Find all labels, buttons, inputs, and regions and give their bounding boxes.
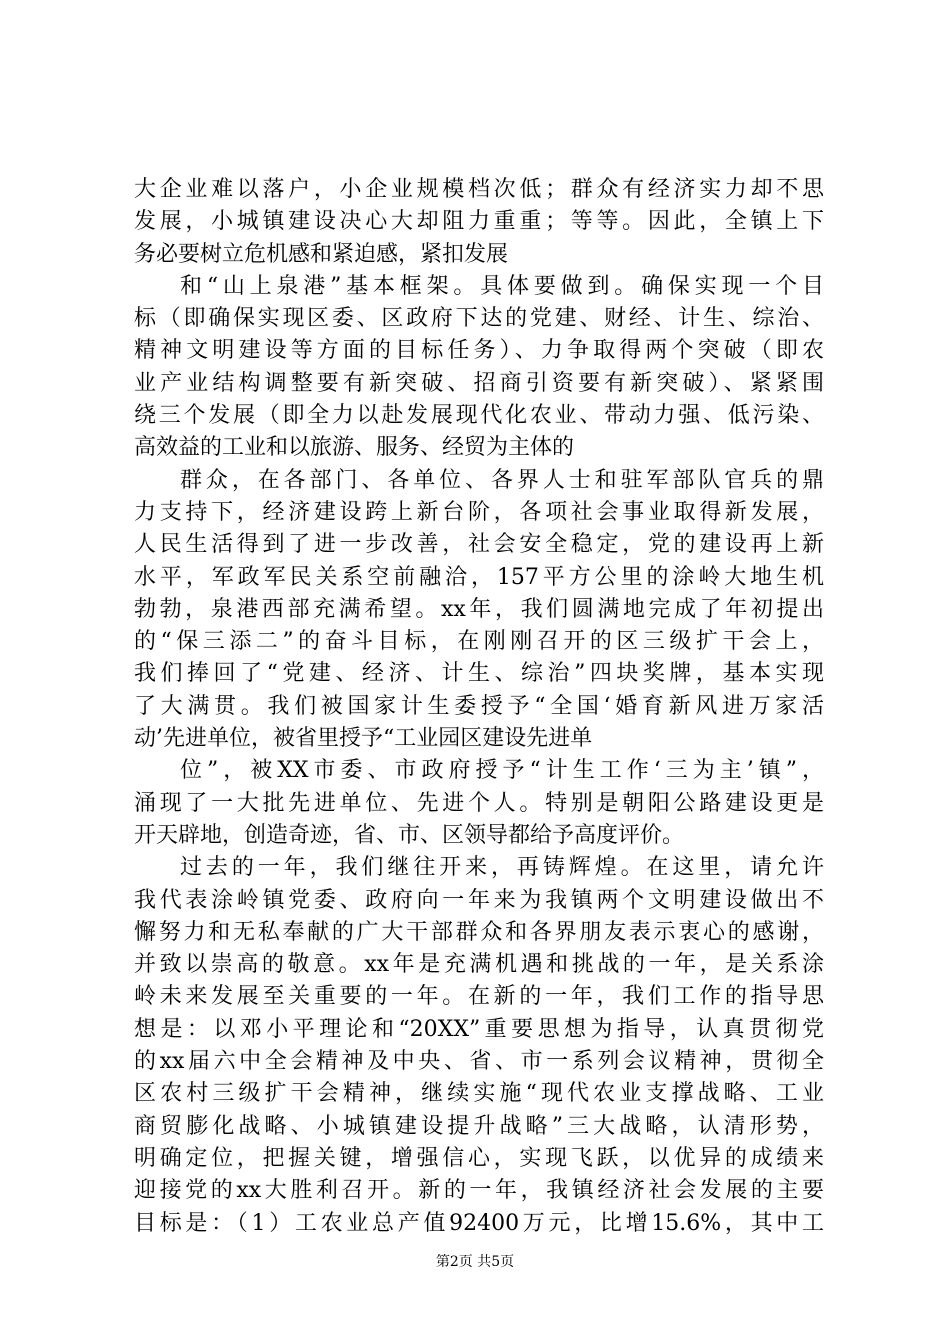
text-line: 业产业结构调整要有新突破、招商引资要有新突破）、紧紧围 bbox=[134, 370, 824, 396]
text-line: 位”，被XX市委、市政府授予“计生工作‘三为主’镇”， bbox=[180, 758, 824, 784]
text-line: 商贸膨化战略、小城镇建设提升战略”三大战略，认清形势， bbox=[134, 1113, 824, 1139]
text-line: 了大满贯。我们被国家计生委授予“全国‘婚育新风进万家活 bbox=[134, 693, 824, 719]
text-line: 大企业难以落户，小企业规模档次低；群众有经济实力却不思 bbox=[134, 177, 824, 202]
text-line: 绕三个发展（即全力以赴发展现代化农业、带动力强、低污染、 bbox=[134, 403, 824, 429]
text-line: 迎接党的xx大胜利召开。新的一年，我镇经济社会发展的主要 bbox=[134, 1178, 824, 1204]
text-line: 力支持下，经济建设跨上新台阶，各项社会事业取得新发展， bbox=[134, 499, 824, 525]
text-line: 涌现了一大批先进单位、先进个人。特别是朝阳公路建设更是 bbox=[134, 790, 824, 816]
text-line: 人民生活得到了进一步改善，社会安全稳定，党的建设再上新 bbox=[134, 532, 824, 558]
text-line: 高效益的工业和以旅游、服务、经贸为主体的 bbox=[134, 435, 575, 461]
text-line: 群众，在各部门、各单位、各界人士和驻军部队官兵的鼎 bbox=[180, 467, 824, 493]
document-body bbox=[134, 174, 824, 1240]
text-line: 想是：以邓小平理论和“20XX”重要思想为指导，认真贯彻党 bbox=[134, 1016, 824, 1042]
text-line: 明确定位，把握关键，增强信心，实现飞跃，以优异的成绩来 bbox=[134, 1145, 824, 1171]
text-line: 懈努力和无私奉献的广大干部群众和各界朋友表示衷心的感谢， bbox=[134, 919, 824, 945]
text-line: 并致以崇高的敬意。xx年是充满机遇和挑战的一年，是关系涂 bbox=[134, 952, 824, 978]
text-line: 务必要树立危机感和紧迫感，紧扣发展 bbox=[134, 241, 509, 267]
text-line: 的“保三添二”的奋斗目标，在刚刚召开的区三级扩干会上， bbox=[134, 629, 824, 655]
text-line: 岭未来发展至关重要的一年。在新的一年，我们工作的指导思 bbox=[134, 984, 824, 1010]
text-line: 发展，小城镇建设决心大却阻力重重；等等。因此，全镇上下 bbox=[134, 209, 824, 235]
text-line: 勃勃，泉港西部充满希望。xx年，我们圆满地完成了年初提出 bbox=[134, 596, 824, 622]
text-line: 水平，军政军民关系空前融洽，157平方公里的涂岭大地生机 bbox=[134, 564, 824, 590]
text-line: 我们捧回了“党建、经济、计生、综治”四块奖牌，基本实现 bbox=[134, 661, 824, 687]
text-line: 过去的一年，我们继往开来，再铸辉煌。在这里，请允许 bbox=[180, 855, 824, 881]
text-line: 精神文明建设等方面的目标任务）、力争取得两个突破（即农 bbox=[134, 338, 824, 364]
text-line: 动’先进单位，被省里授予“工业园区建设先进单 bbox=[134, 726, 593, 752]
text-line: 区农村三级扩干会精神，继续实施“现代农业支撑战略、工业 bbox=[134, 1081, 824, 1107]
text-line: 我代表涂岭镇党委、政府向一年来为我镇两个文明建设做出不 bbox=[134, 887, 824, 913]
text-line: 的xx届六中全会精神及中央、省、市一系列会议精神，贯彻全 bbox=[134, 1049, 824, 1075]
text-line: 目标是：（1）工农业总产值92400万元，比增15.6%，其中工 bbox=[134, 1210, 824, 1236]
text-line: 开天辟地，创造奇迹，省、市、区领导都给予高度评价。 bbox=[134, 822, 685, 848]
text-line: 和“山上泉港”基本框架。具体要做到。确保实现一个目 bbox=[180, 273, 824, 299]
text-line: 标（即确保实现区委、区政府下达的党建、财经、计生、综治、 bbox=[134, 306, 824, 332]
page-footer: 第2页 共5页 bbox=[435, 1254, 515, 1270]
